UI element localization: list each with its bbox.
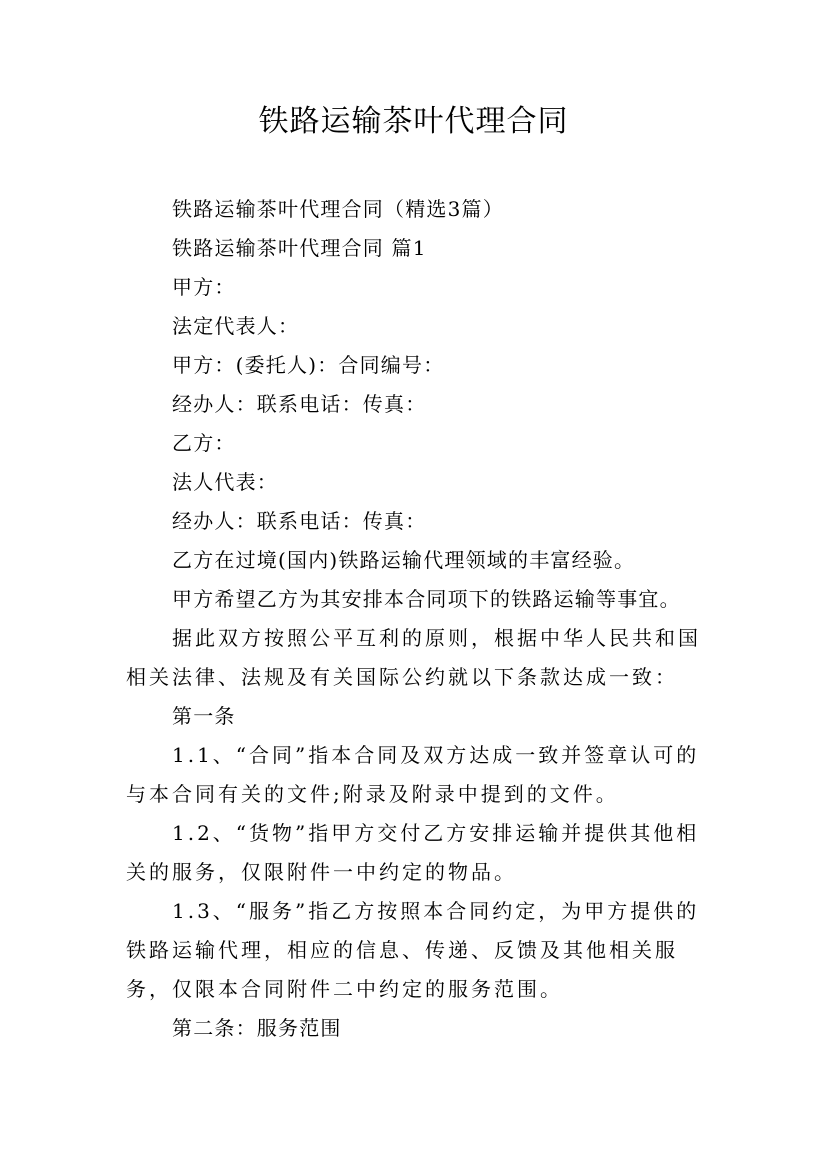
paragraph-party-a: 甲方： <box>172 275 236 299</box>
paragraph-clause-1-3: 1.3、“服务”指乙方按照本合同约定，为甲方提供的铁路运输代理，相应的信息、传递、反馈及其他相关服务，仅限本合同附件二中约定的服务范围。 <box>126 899 700 1001</box>
paragraph-experience: 乙方在过境(国内)铁路运输代理领域的丰富经验。 <box>172 548 636 572</box>
paragraph-legal-representative: 法定代表人： <box>172 314 300 338</box>
paragraph-article-two: 第二条：服务范围 <box>172 1016 342 1040</box>
paragraph-subtitle: 铁路运输茶叶代理合同（精选3篇） <box>172 197 504 221</box>
paragraph-article-one: 第一条 <box>172 704 236 728</box>
paragraph-party-b: 乙方： <box>172 431 236 455</box>
paragraph-legal-person: 法人代表： <box>172 470 278 494</box>
document-title: 铁路运输茶叶代理合同 <box>258 104 569 139</box>
paragraph-agent-contact-b: 经办人：联系电话：传真： <box>172 509 427 533</box>
paragraph-party-a-client: 甲方：(委托人)：合同编号： <box>172 353 445 377</box>
paragraph-wish: 甲方希望乙方为其安排本合同项下的铁路运输等事宜。 <box>172 587 681 611</box>
paragraph-section-heading: 铁路运输茶叶代理合同 篇1 <box>172 236 427 260</box>
document-body <box>126 190 706 1048</box>
paragraph-agreement: 据此双方按照公平互利的原则，根据中华人民共和国相关法律、法规及有关国际公约就以下条款达成一致： <box>126 626 701 689</box>
paragraph-clause-1-2: 1.2、“货物”指甲方交付乙方安排运输并提供其他相关的服务，仅限附件一中约定的物品。 <box>126 821 700 884</box>
paragraph-clause-1-1: 1.1、“合同”指本合同及双方达成一致并签章认可的与本合同有关的文件;附录及附录中提到的文件。 <box>126 743 700 806</box>
paragraph-agent-contact-a: 经办人：联系电话：传真： <box>172 392 427 416</box>
